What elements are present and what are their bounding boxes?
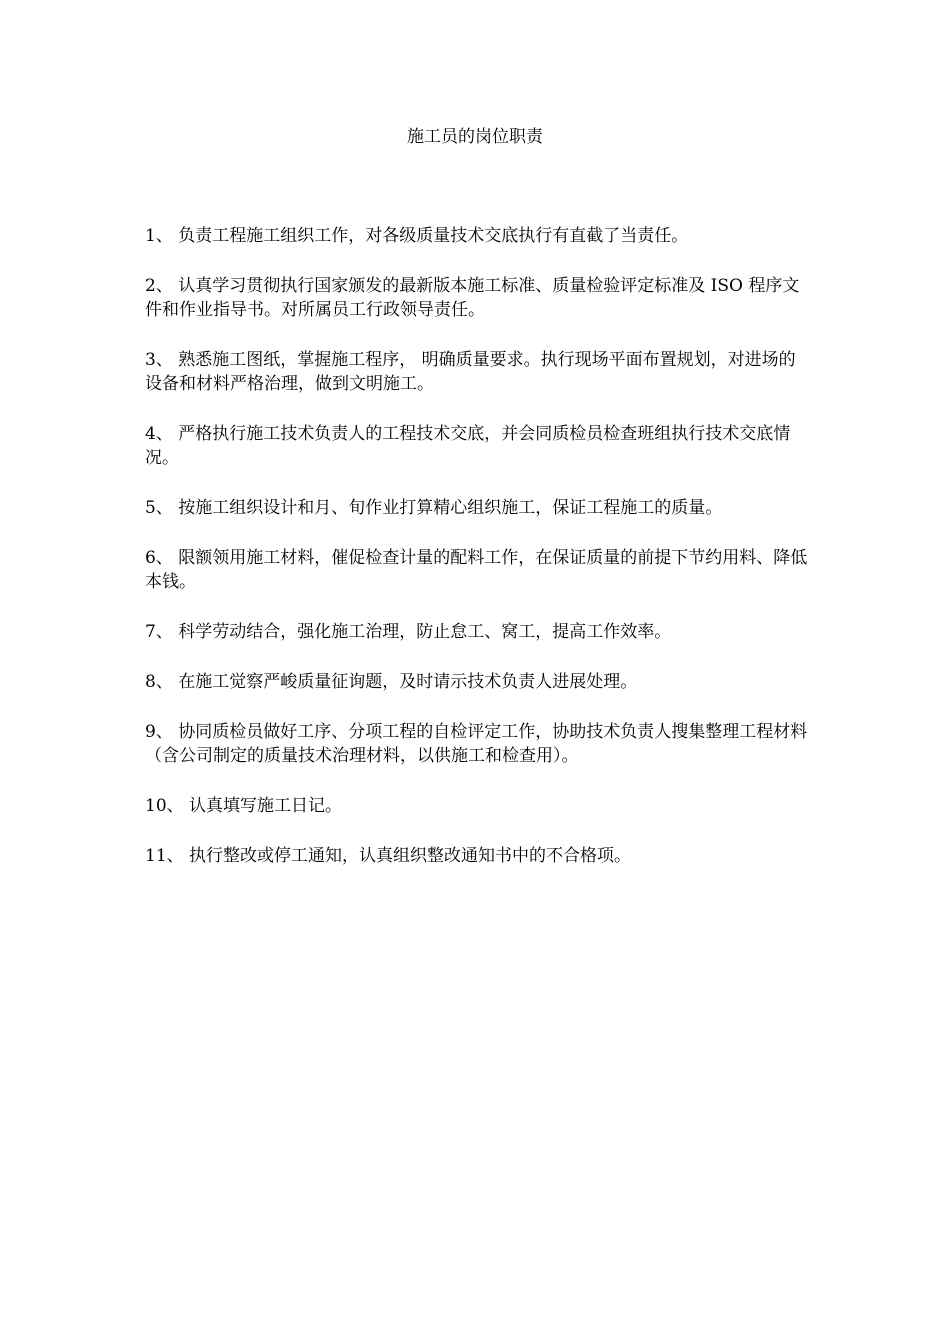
list-item: 11、 执行整改或停工通知，认真组织整改通知书中的不合格项。	[145, 846, 632, 866]
list-item: 8、 在施工觉察严峻质量征询题，及时请示技术负责人进展处理。	[145, 672, 638, 692]
list-item: 7、 科学劳动结合，强化施工治理，防止怠工、窝工，提高工作效率。	[145, 622, 672, 642]
list-item: 9、 协同质检员做好工序、分项工程的自检评定工作，协助技术负责人搜集整理工程材料（含公司制定的质量技术治理材料，以供施工和检查用）。	[145, 722, 808, 766]
list-item: 4、 严格执行施工技术负责人的工程技术交底，并会同质检员检查班组执行技术交底情况。	[145, 424, 791, 468]
list-item: 10、 认真填写施工日记。	[145, 796, 343, 816]
list-item: 1、 负责工程施工组织工作，对各级质量技术交底执行有直截了当责任。	[145, 226, 689, 246]
list-item: 3、 熟悉施工图纸，掌握施工程序， 明确质量要求。执行现场平面布置规划，对进场的设备和材料严格治理，做到文明施工。	[145, 350, 796, 394]
list-item: 2、 认真学习贯彻执行国家颁发的最新版本施工标准、质量检验评定标准及 ISO 程序文件和作业指导书。对所属员工行政领导责任。	[145, 276, 800, 320]
duty-list	[145, 224, 810, 894]
document-title: 施工员的岗位职责	[407, 127, 543, 147]
list-item: 5、 按施工组织设计和月、旬作业打算精心组织施工，保证工程施工的质量。	[145, 498, 723, 518]
list-item: 6、 限额领用施工材料，催促检查计量的配料工作，在保证质量的前提下节约用料、降低本钱。	[145, 548, 808, 592]
